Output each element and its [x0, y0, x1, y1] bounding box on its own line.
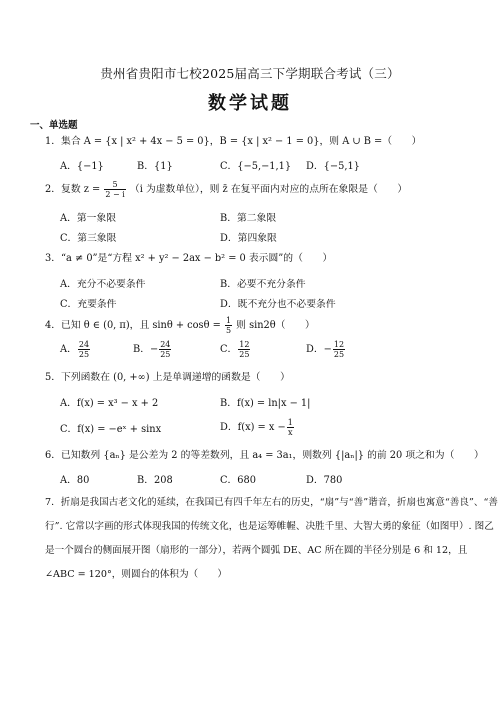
exam-title: 贵州省贵阳市七校2025届高三下学期联合考试（三） — [100, 66, 400, 81]
option-frac-num: 12 — [333, 340, 345, 349]
question-3-option-d: D．既不充分也不必要条件 — [220, 299, 336, 310]
question-4-stem-post: 则 sin2θ（ ） — [236, 320, 315, 331]
option-frac-den: 25 — [78, 350, 90, 359]
option-fraction — [333, 340, 345, 359]
question-6-stem: 6．已知数列 {aₙ} 是公差为 2 的等差数列，且 a₄ = 3a₁，则数列 {|aₙ|} 的前 20 项之和为（ ） — [45, 450, 484, 461]
question-4-option-b — [133, 340, 172, 359]
question-1-stem: 1．集合 A = {x | x² + 4x − 5 = 0}，B = {x | x² − 1 = 0}，则 A ∪ B =（ ） — [45, 136, 422, 147]
question-6-option-b: B．208 — [137, 475, 173, 486]
option-frac-den: 25 — [333, 350, 345, 359]
option-label: A． — [60, 344, 77, 355]
question-5-stem: 5．下列函数在 (0, +∞) 上是单调递增的函数是（ ） — [45, 372, 290, 383]
question-1-option-b: B．{1} — [137, 161, 173, 172]
question-2-option-b: B．第二象限 — [220, 213, 277, 224]
question-3-option-a: A．充分不必要条件 — [60, 279, 146, 290]
question-2-option-a: A．第一象限 — [60, 213, 117, 224]
question-3-stem: 3．“a ≠ 0”是“方程 x² + y² − 2ax − b² = 0 表示圆”的（ ） — [45, 253, 333, 264]
option-frac-num: 1 — [287, 418, 293, 427]
option-label: B． — [133, 344, 150, 355]
question-5-option-a: A．f(x) = x³ − x + 2 — [60, 398, 159, 409]
question-3-option-c: C．充要条件 — [60, 299, 117, 310]
question-4-frac-num: 1 — [225, 316, 232, 325]
question-2-option-c: C．第三象限 — [60, 233, 117, 244]
question-4-option-d — [306, 340, 346, 359]
question-2-frac-den: 2 − i — [105, 190, 125, 199]
option-sign: − — [323, 344, 332, 355]
option-label: C． — [220, 344, 238, 355]
question-7-line-2: 行”. 它常以字画的形式体现我国的传统文化，也是运筹帷幄、决胜千里、大智大勇的象征（如图甲）. 图乙 — [45, 521, 494, 532]
option-text: D．f(x) = x − — [220, 422, 286, 433]
option-sign: − — [150, 344, 159, 355]
question-6-option-a: A．80 — [60, 475, 90, 486]
question-6-option-d: D．780 — [306, 475, 343, 486]
option-frac-den: 25 — [239, 350, 250, 359]
option-frac-num: 24 — [78, 340, 90, 349]
question-2-option-d: D．第四象限 — [220, 233, 277, 244]
option-frac-num: 24 — [160, 340, 171, 349]
question-4-option-c — [220, 340, 251, 359]
question-4-option-a — [60, 340, 91, 359]
question-2-frac-num: 5 — [104, 180, 125, 190]
question-7-line-3: 是一个圆台的侧面展开图（扇形的一部分），若两个圆弧 DE、AC 所在圆的半径分别是 6 和 12，且 — [45, 545, 468, 556]
question-2-stem-post: （i 为虚数单位），则 z̄ 在复平面内对应的点所在象限是（ ） — [129, 184, 408, 195]
option-frac-den: x — [288, 428, 293, 437]
question-1-option-c: C．{−5,−1,1} — [220, 161, 292, 172]
question-2-fraction — [104, 180, 125, 199]
section-heading: 一、单选题 — [30, 120, 78, 131]
question-4-stem-pre: 4．已知 θ ∈ (0, π)，且 sinθ + cosθ = — [45, 320, 221, 331]
option-fraction — [238, 340, 250, 359]
option-label: D． — [306, 344, 324, 355]
option-fraction — [159, 340, 171, 359]
option-frac-num: 12 — [239, 340, 250, 349]
question-5-option-d — [220, 418, 295, 437]
question-2-stem — [45, 180, 407, 199]
option-fraction — [287, 418, 294, 437]
question-7-line-1: 7．折扇是我国古老文化的延续，在我国已有四千年左右的历史，“扇”与“善”谐音，折扇也寓意“善良”、“善 — [45, 497, 498, 508]
question-2-stem-pre: 2．复数 z = — [45, 184, 101, 195]
question-6-option-c: C．680 — [220, 475, 256, 486]
question-3-option-b: B．必要不充分条件 — [220, 279, 306, 290]
question-4-stem — [45, 316, 315, 335]
option-fraction — [78, 340, 90, 359]
question-5-option-c: C．f(x) = −eˣ + sinx — [60, 424, 162, 435]
question-5-option-b: B．f(x) = ln|x − 1| — [220, 398, 311, 409]
question-4-fraction — [225, 316, 232, 335]
question-1-option-a: A．{−1} — [60, 161, 104, 172]
question-7-line-4: ∠ABC = 120°，则圆台的体积为（ ） — [45, 569, 227, 580]
option-frac-den: 25 — [160, 350, 171, 359]
question-4-frac-den: 5 — [225, 326, 232, 335]
question-1-option-d: D．{−5,1} — [306, 161, 360, 172]
subject-title: 数学试题 — [208, 93, 292, 114]
